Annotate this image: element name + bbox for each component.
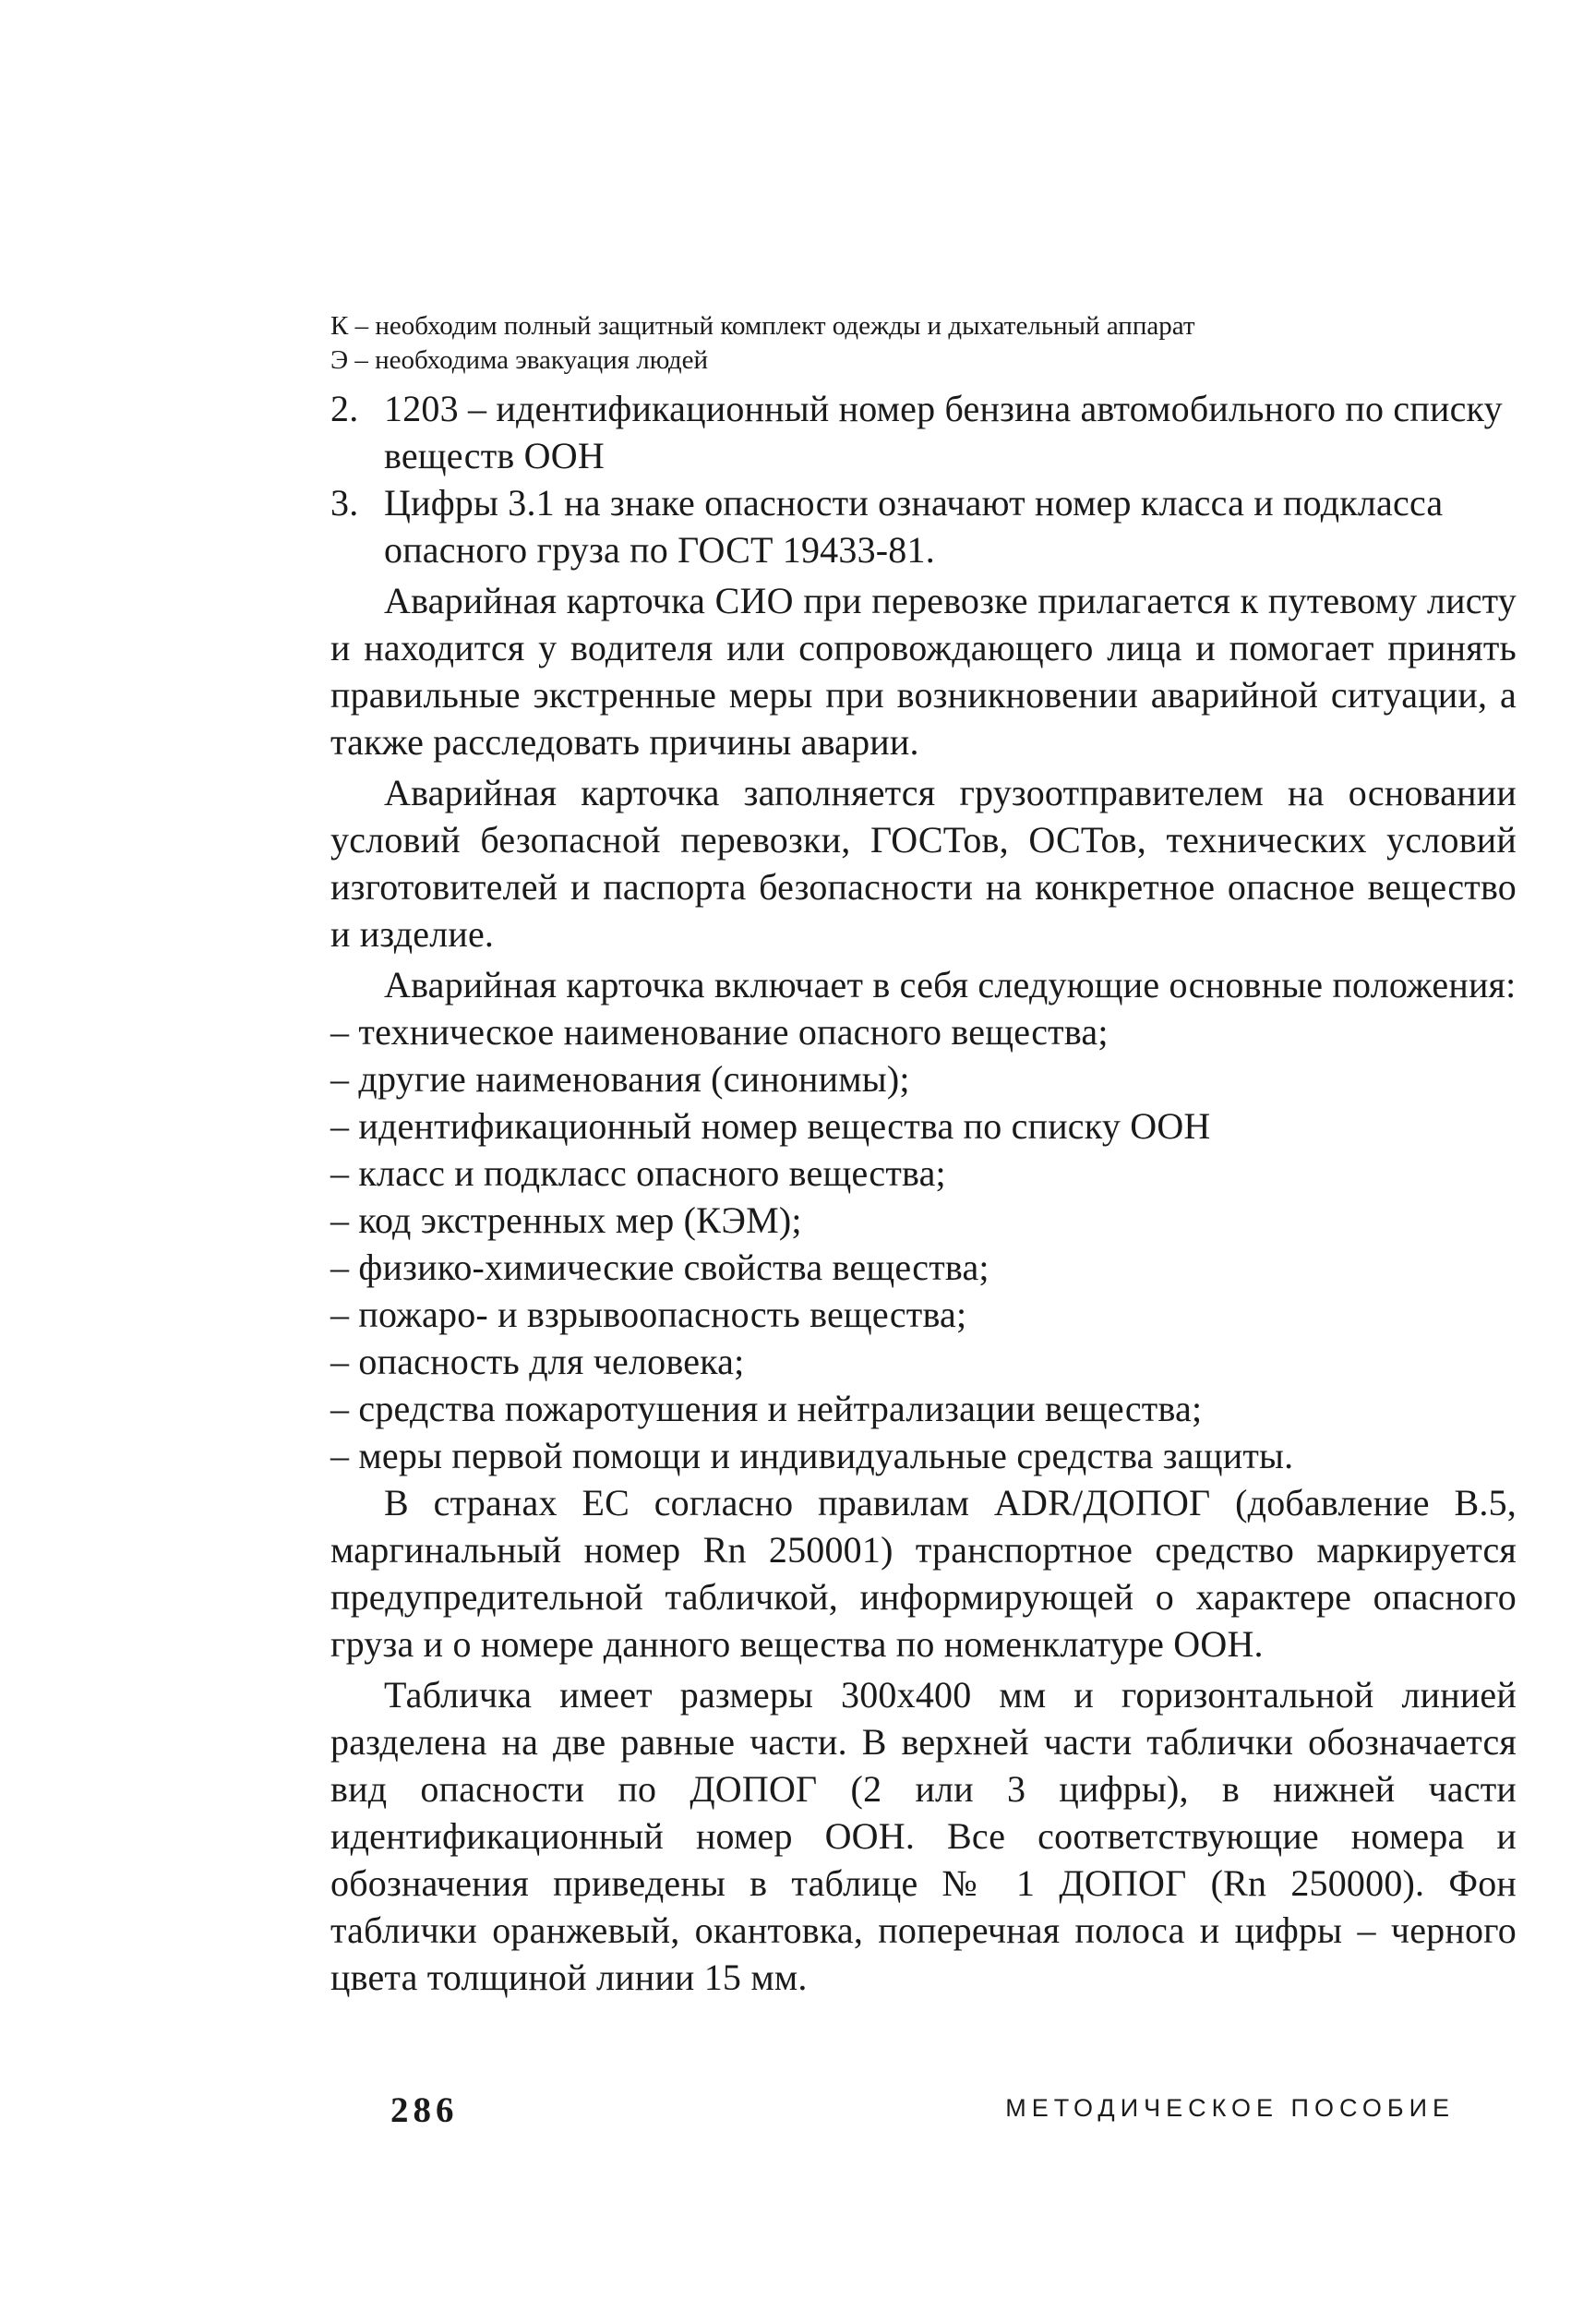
- card-contents-list: [330, 1008, 1517, 1479]
- numbered-item-3: [330, 479, 1517, 573]
- list-item: – средства пожаротушения и нейтрализации вещества;: [330, 1388, 1203, 1429]
- running-footer-title: МЕТОДИЧЕСКОЕ ПОСОБИЕ: [1005, 2094, 1455, 2122]
- paragraph-adr-marking: В странах ЕС согласно правилам ADR/ДОПОГ (добавление В.5, маргинальный номер Rn 250001) транспортное средство маркируется предупредительной табличкой, информирующей о характере опасного груза и о номере данного вещества по номенклатуре ООН.: [330, 1482, 1517, 1665]
- paragraph-card-contents: Аварийная карточка включает в себя следующие основные положения:: [384, 964, 1517, 1005]
- numbered-item-2: [330, 385, 1517, 479]
- paragraph-card-purpose: Аварийная карточка СИО при перевозке прилагается к путевому листу и находится у водителя или сопровождающего лица и помогает принять правильные экстренные меры при возникновении аварийной ситуации, а также расследовать причины аварии.: [330, 580, 1517, 763]
- item-number: 2.: [330, 388, 359, 429]
- page-number: 286: [390, 2090, 459, 2130]
- page-body: [330, 309, 1517, 2001]
- item-text: Цифры 3.1 на знаке опасности означают номер класса и подкласса опасного груза по ГОСТ 19433-81.: [384, 482, 1444, 571]
- main-text: [330, 385, 1517, 2001]
- paragraph-card-filling: Аварийная карточка заполняется грузоотправителем на основании условий безопасной перевозки, ГОСТов, ОСТов, технических условий изготовителей и паспорта безопасности на конкретное опасное вещество и изделие.: [330, 772, 1517, 955]
- paragraph-plate-description: Табличка имеет размеры 300х400 мм и горизонтальной линией разделена на две равные части. В верхней части таблички обозначается вид опасности по ДОПОГ (2 или 3 цифры), в нижней части идентификационный номер ООН. Все соответствующие номера и обозначения приведены в таблице № 1 ДОПОГ (Rn 250000). Фон таблички оранжевый, окантовка, поперечная полоса и цифры – черного цвета толщиной линии 15 мм.: [330, 1674, 1517, 1998]
- legend-note-e: Э – необходима эвакуация людей: [330, 345, 709, 375]
- item-text: 1203 – идентификационный номер бензина автомобильного по списку веществ ООН: [384, 388, 1503, 476]
- list-item: – физико-химические свойства вещества;: [330, 1246, 989, 1288]
- list-item: – другие наименования (синонимы);: [330, 1058, 910, 1100]
- list-item: – код экстренных мер (КЭМ);: [330, 1199, 802, 1241]
- list-item: – меры первой помощи и индивидуальные средства защиты.: [330, 1435, 1294, 1476]
- list-item: – идентификационный номер вещества по списку ООН: [330, 1105, 1211, 1147]
- list-item: – опасность для человека;: [330, 1341, 745, 1382]
- list-item: – пожаро- и взрывоопасность вещества;: [330, 1294, 967, 1335]
- legend-note-k: К – необходим полный защитный комплект одежды и дыхательный аппарат: [330, 311, 1195, 341]
- list-item: – техническое наименование опасного вещества;: [330, 1011, 1109, 1053]
- list-item: – класс и подкласс опасного вещества;: [330, 1152, 946, 1194]
- item-number: 3.: [330, 482, 359, 524]
